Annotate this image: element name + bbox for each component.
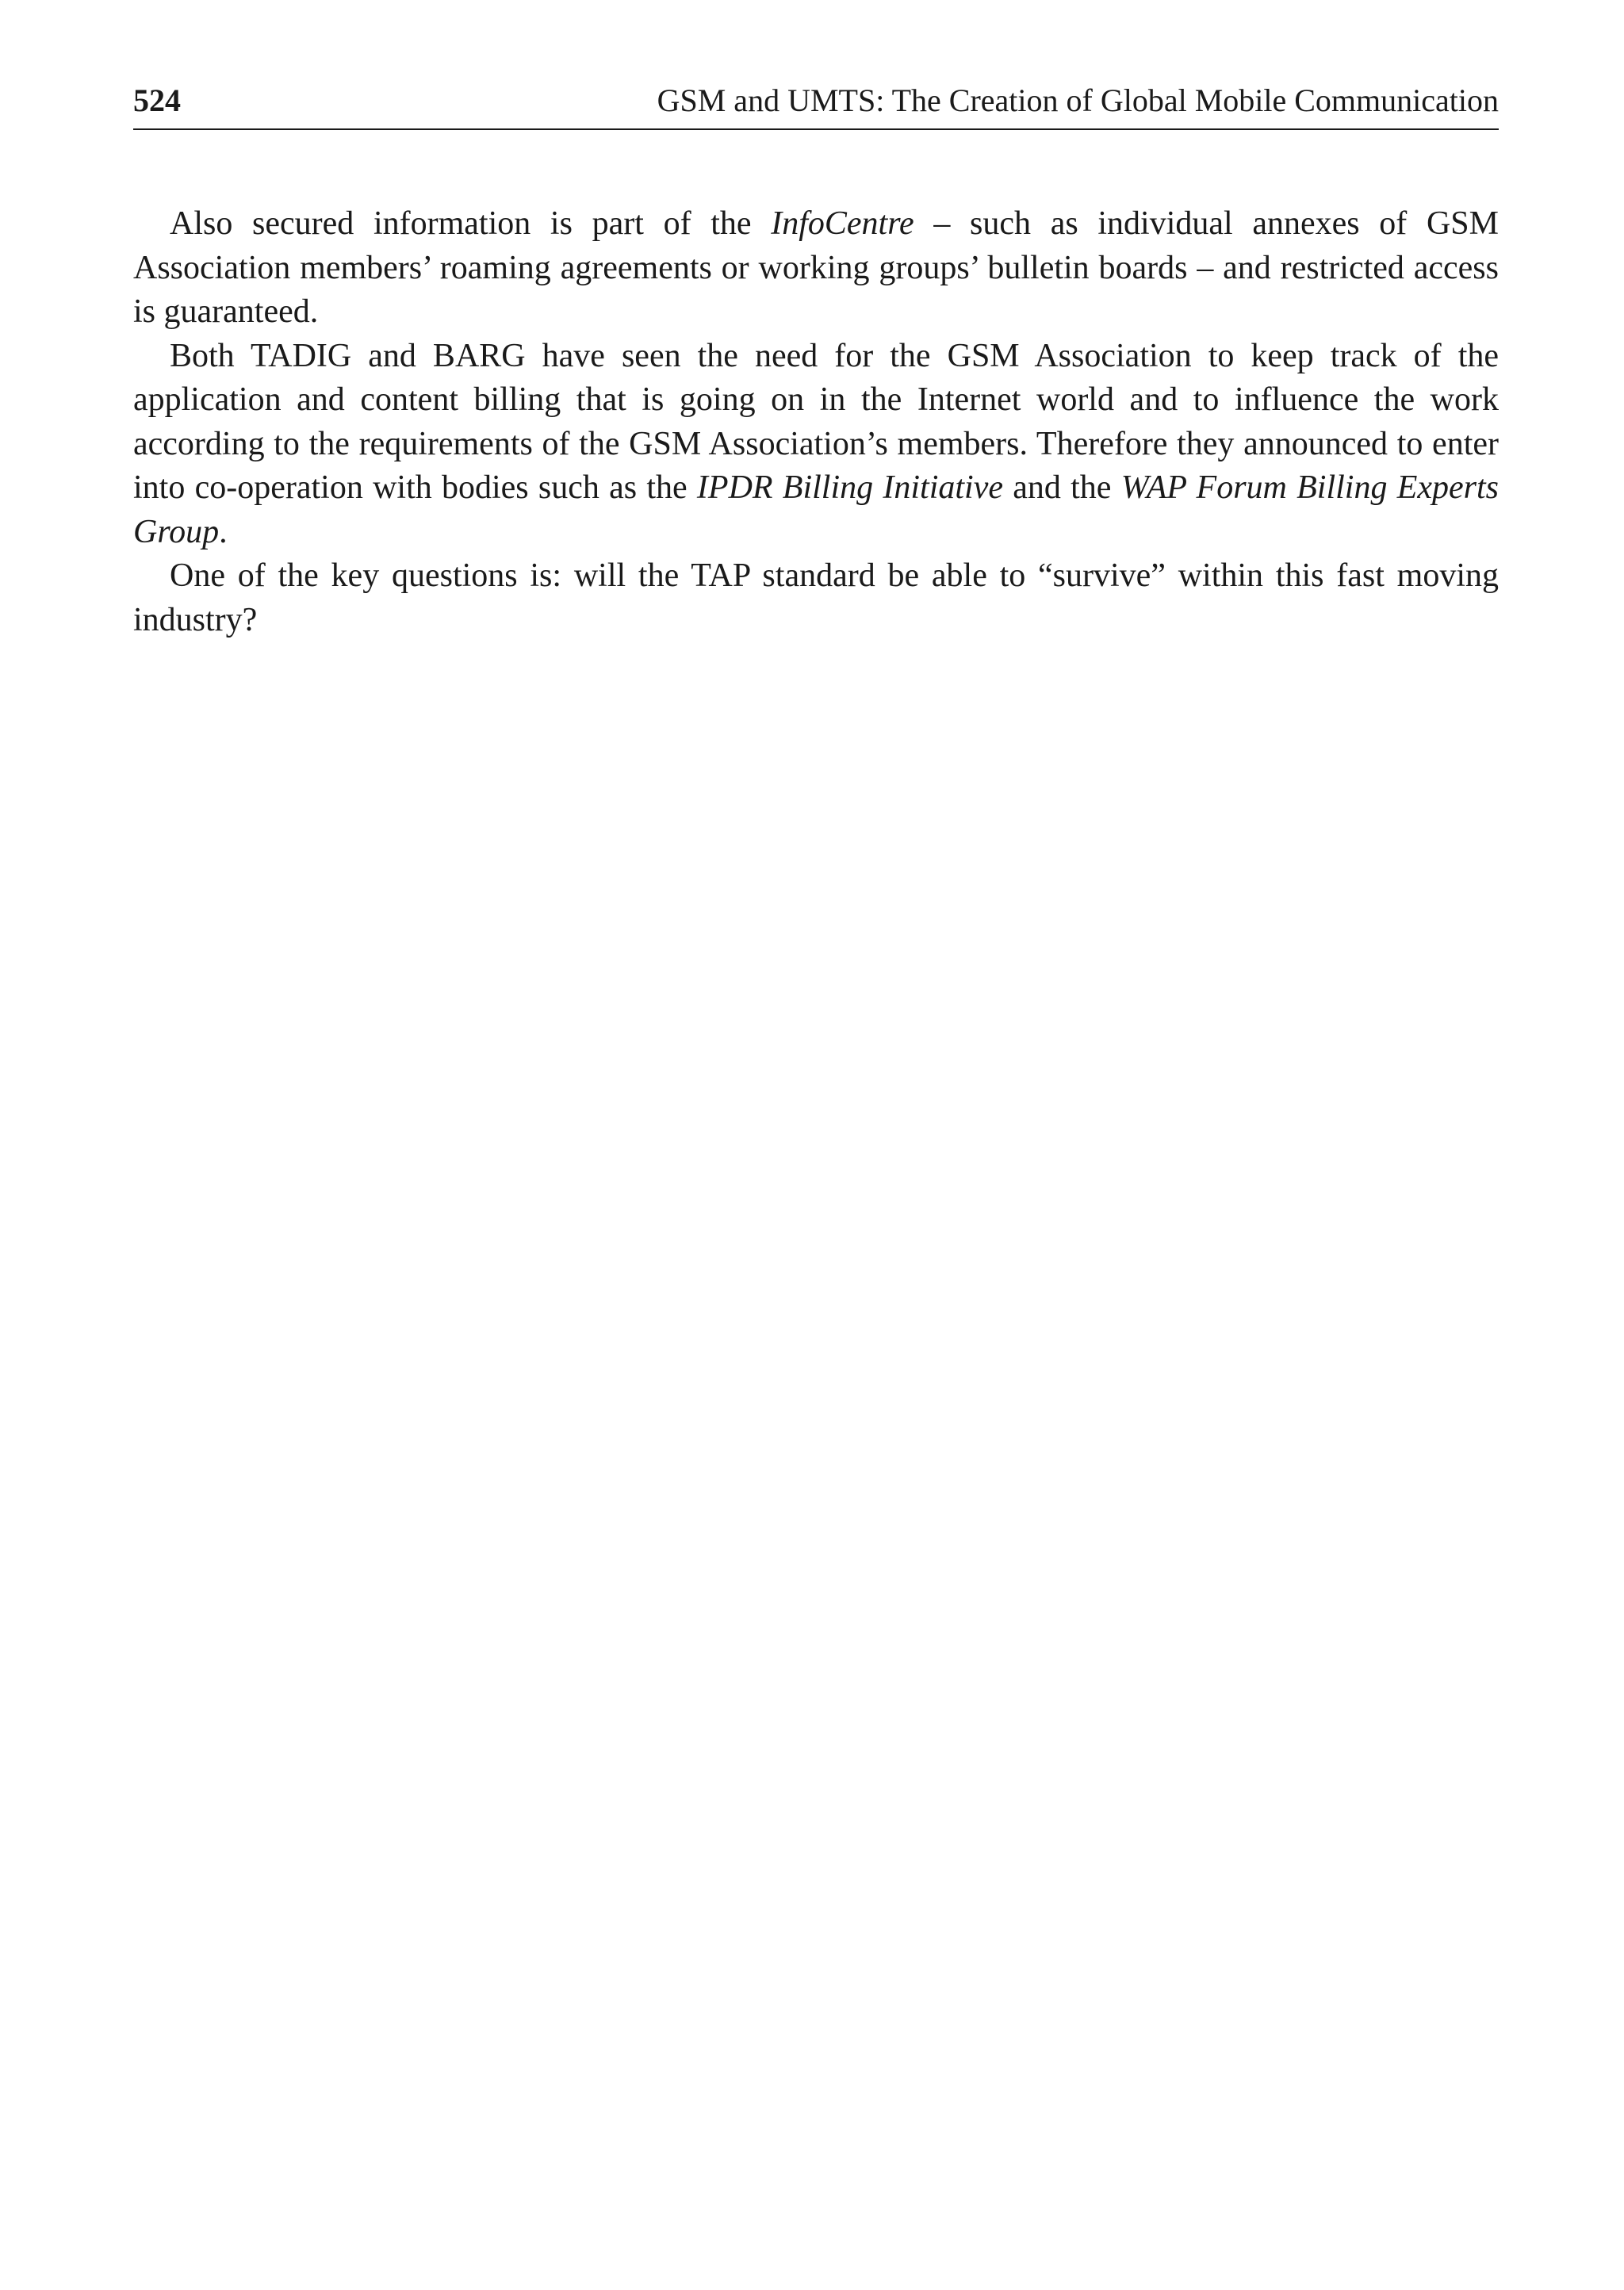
paragraph-2-text-a: Both TADIG and BARG have seen the need for the GSM Association to keep track of the application and content billing that is going on in the Internet world and to influence the work according to the requirements of the GSM Association’s members. Therefore they announced to enter into co-operation with bodies such as the	[133, 337, 1499, 506]
paragraph-1	[133, 202, 1499, 335]
running-header	[133, 81, 1499, 130]
page-number: 524	[133, 82, 181, 118]
paragraph-2-text-c: and the	[1003, 469, 1121, 506]
body-text	[133, 202, 1499, 642]
paragraph-2-italic-ipdr: IPDR Billing Initiative	[696, 469, 1003, 506]
paragraph-2-text-e: .	[219, 513, 228, 550]
book-title: GSM and UMTS: The Creation of Global Mobile Communication	[657, 82, 1499, 118]
paragraph-3	[133, 554, 1499, 642]
paragraph-1-text-a: Also secured information is part of the	[170, 205, 772, 242]
paragraph-1-text-c: – such as individual annexes of GSM Association members’ roaming agreements or working groups’ bulletin boards – and restricted access is guaranteed.	[133, 205, 1499, 330]
paragraph-2	[133, 335, 1499, 555]
paragraph-1-italic-infocentre: InfoCentre	[771, 205, 914, 242]
paragraph-2-italic-wap-forum: WAP Forum Billing Experts Group	[133, 469, 1500, 550]
paragraph-3-text-a: One of the key questions is: will the TAP standard be able to “survive” within this fast moving industry?	[133, 557, 1499, 638]
